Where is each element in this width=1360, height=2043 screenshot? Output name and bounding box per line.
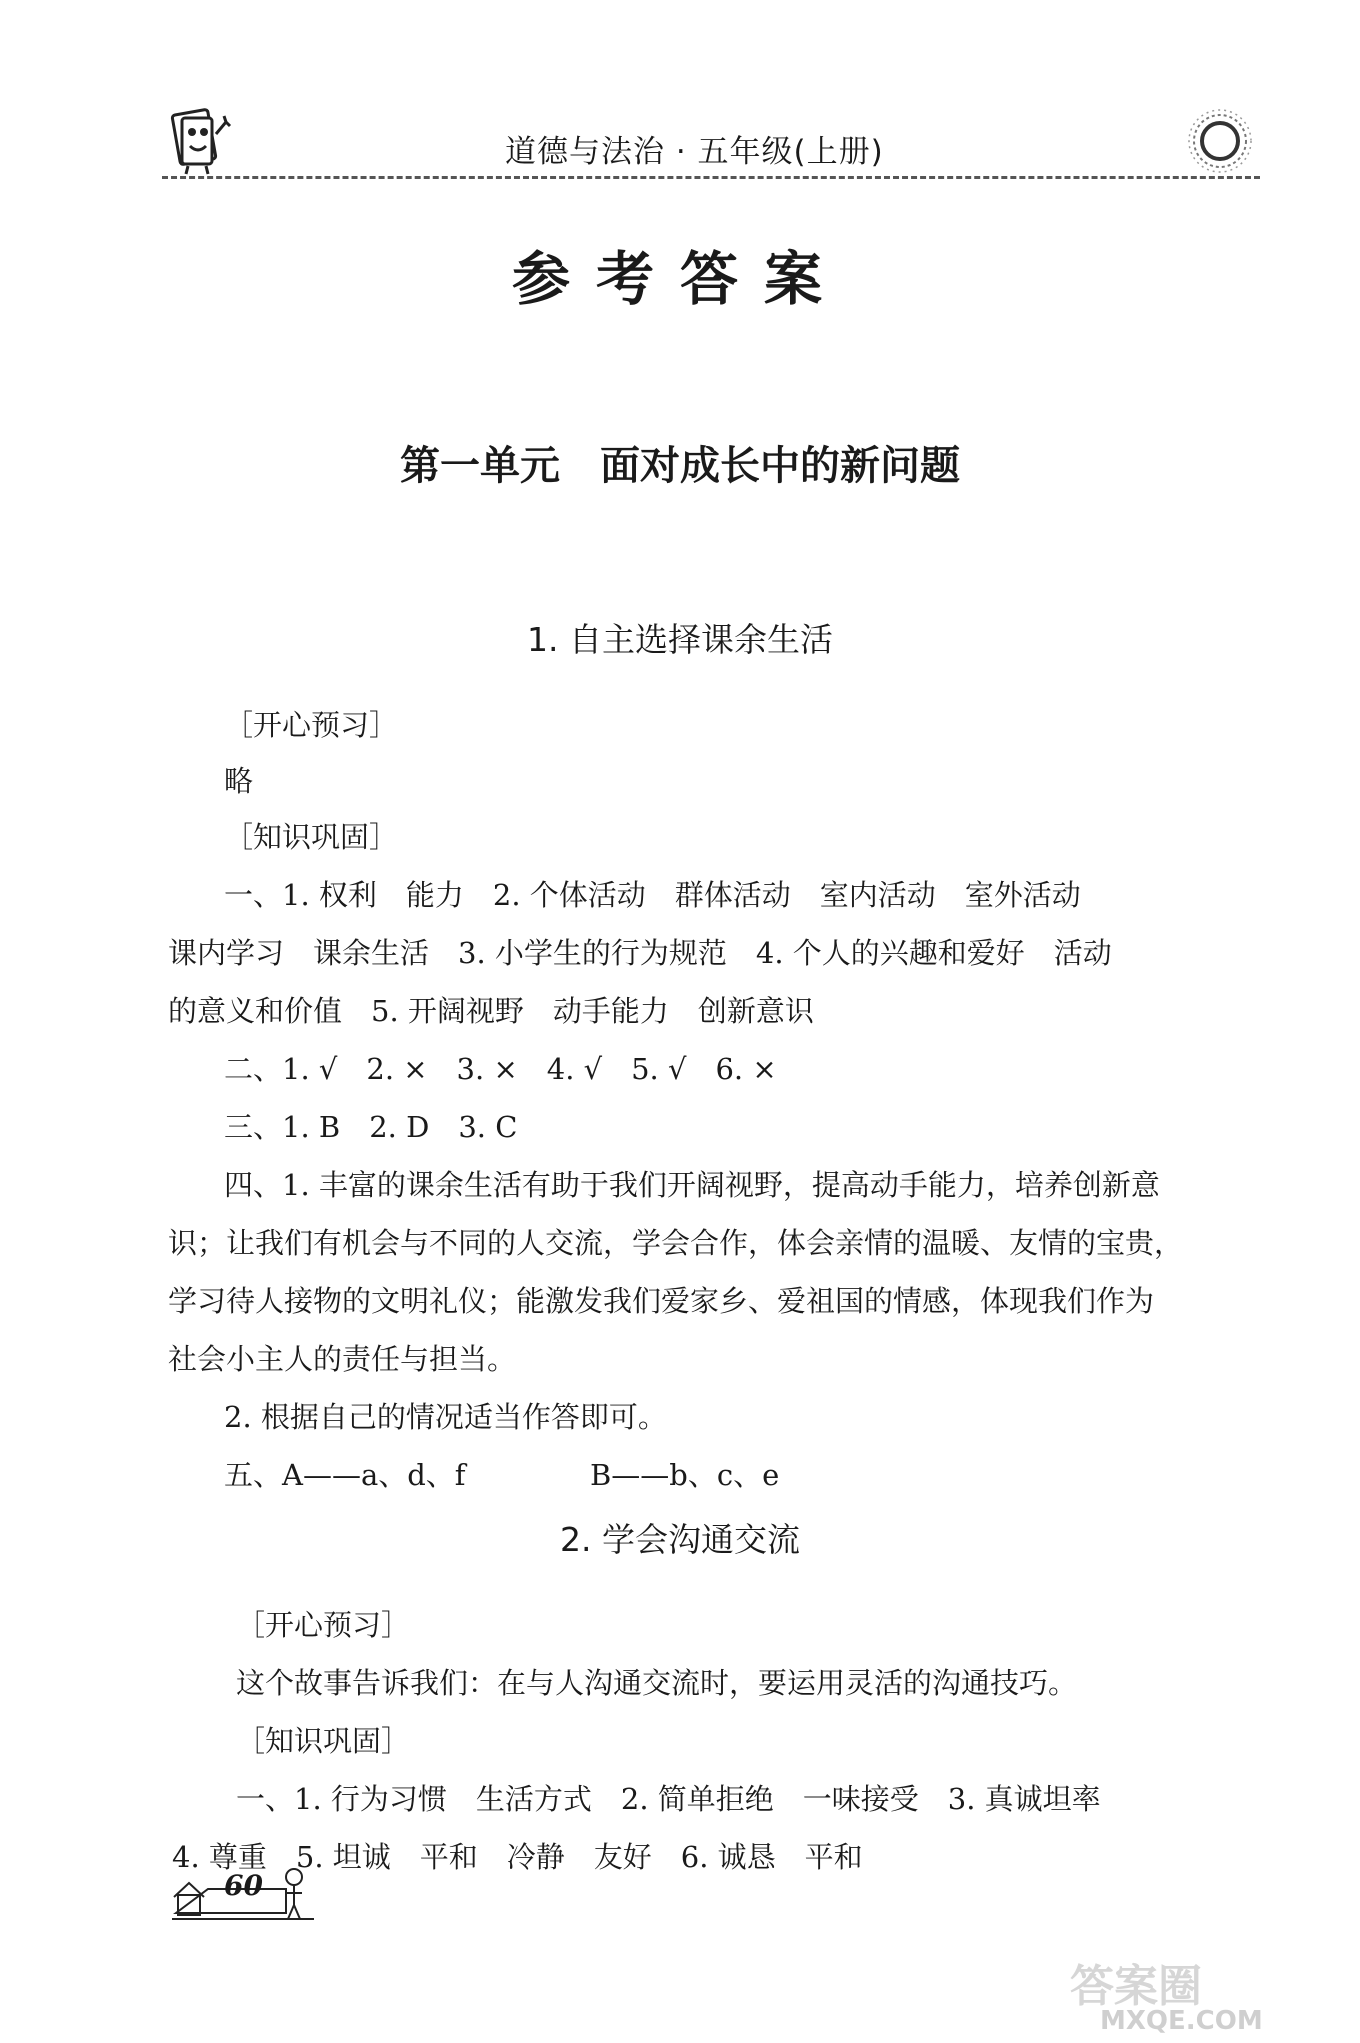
watermark-logo-text: 答案圈	[1070, 1961, 1202, 2012]
page-number: 60	[224, 1869, 263, 1902]
lesson-1-q5-b: B——b、c、e	[590, 1458, 780, 1492]
lesson-1-q4-2: 2. 根据自己的情况适当作答即可。	[224, 1400, 667, 1434]
lesson-1-q1-line: 的意义和价值 5. 开阔视野 动手能力 创新意识	[168, 994, 814, 1028]
lesson-1-preview-heading: ［开心预习］	[224, 708, 399, 742]
lesson-2-preview-heading: ［开心预习］	[236, 1608, 411, 1642]
lesson-1-q2: 二、1. √ 2. × 3. × 4. √ 5. √ 6. ×	[224, 1052, 777, 1086]
lesson-1-knowledge-heading: ［知识巩固］	[224, 820, 399, 854]
lesson-1-title: 1. 自主选择课余生活	[527, 620, 833, 659]
lesson-1-q1-line: 一、1. 权利 能力 2. 个体活动 群体活动 室内活动 室外活动	[224, 878, 1081, 912]
lesson-1-q4-line: 学习待人接物的文明礼仪；能激发我们爱家乡、爱祖国的情感，体现我们作为	[168, 1284, 1155, 1318]
lesson-1-q4-line: 社会小主人的责任与担当。	[168, 1342, 517, 1376]
lesson-2-q1-line: 4. 尊重 5. 坦诚 平和 冷静 友好 6. 诚恳 平和	[172, 1840, 863, 1874]
lesson-2-q1-line: 一、1. 行为习惯 生活方式 2. 简单拒绝 一味接受 3. 真诚坦率	[236, 1782, 1101, 1816]
header-divider	[162, 176, 1260, 179]
lesson-1-q3: 三、1. B 2. D 3. C	[224, 1110, 518, 1144]
watermark-url: MXQE.COM	[1100, 2006, 1263, 2036]
lesson-1-q5-a: 五、A——a、d、f	[224, 1458, 466, 1492]
page-title: 参考答案	[511, 245, 848, 313]
book-mascot-logo	[168, 100, 234, 176]
lesson-1-q1-line: 课内学习 课余生活 3. 小学生的行为规范 4. 个人的兴趣和爱好 活动	[168, 936, 1112, 970]
lesson-1-q4-line: 识；让我们有机会与不同的人交流，学会合作，体会亲情的温暖、友情的宝贵，	[168, 1226, 1184, 1260]
watermark	[1060, 1950, 1300, 2040]
lesson-1-preview-answer: 略	[224, 764, 254, 798]
unit-title: 第一单元 面对成长中的新问题	[400, 443, 960, 489]
sun-ornament-icon	[1185, 108, 1255, 174]
lesson-2-knowledge-heading: ［知识巩固］	[236, 1724, 411, 1758]
lesson-2-title: 2. 学会沟通交流	[560, 1520, 800, 1559]
page-number-badge	[168, 1855, 318, 1925]
lesson-2-preview-answer: 这个故事告诉我们：在与人沟通交流时，要运用灵活的沟通技巧。	[236, 1666, 1078, 1700]
header-book-title: 道德与法治 · 五年级(上册)	[505, 134, 884, 170]
lesson-1-q4-line: 四、1. 丰富的课余生活有助于我们开阔视野，提高动手能力，培养创新意	[224, 1168, 1160, 1202]
